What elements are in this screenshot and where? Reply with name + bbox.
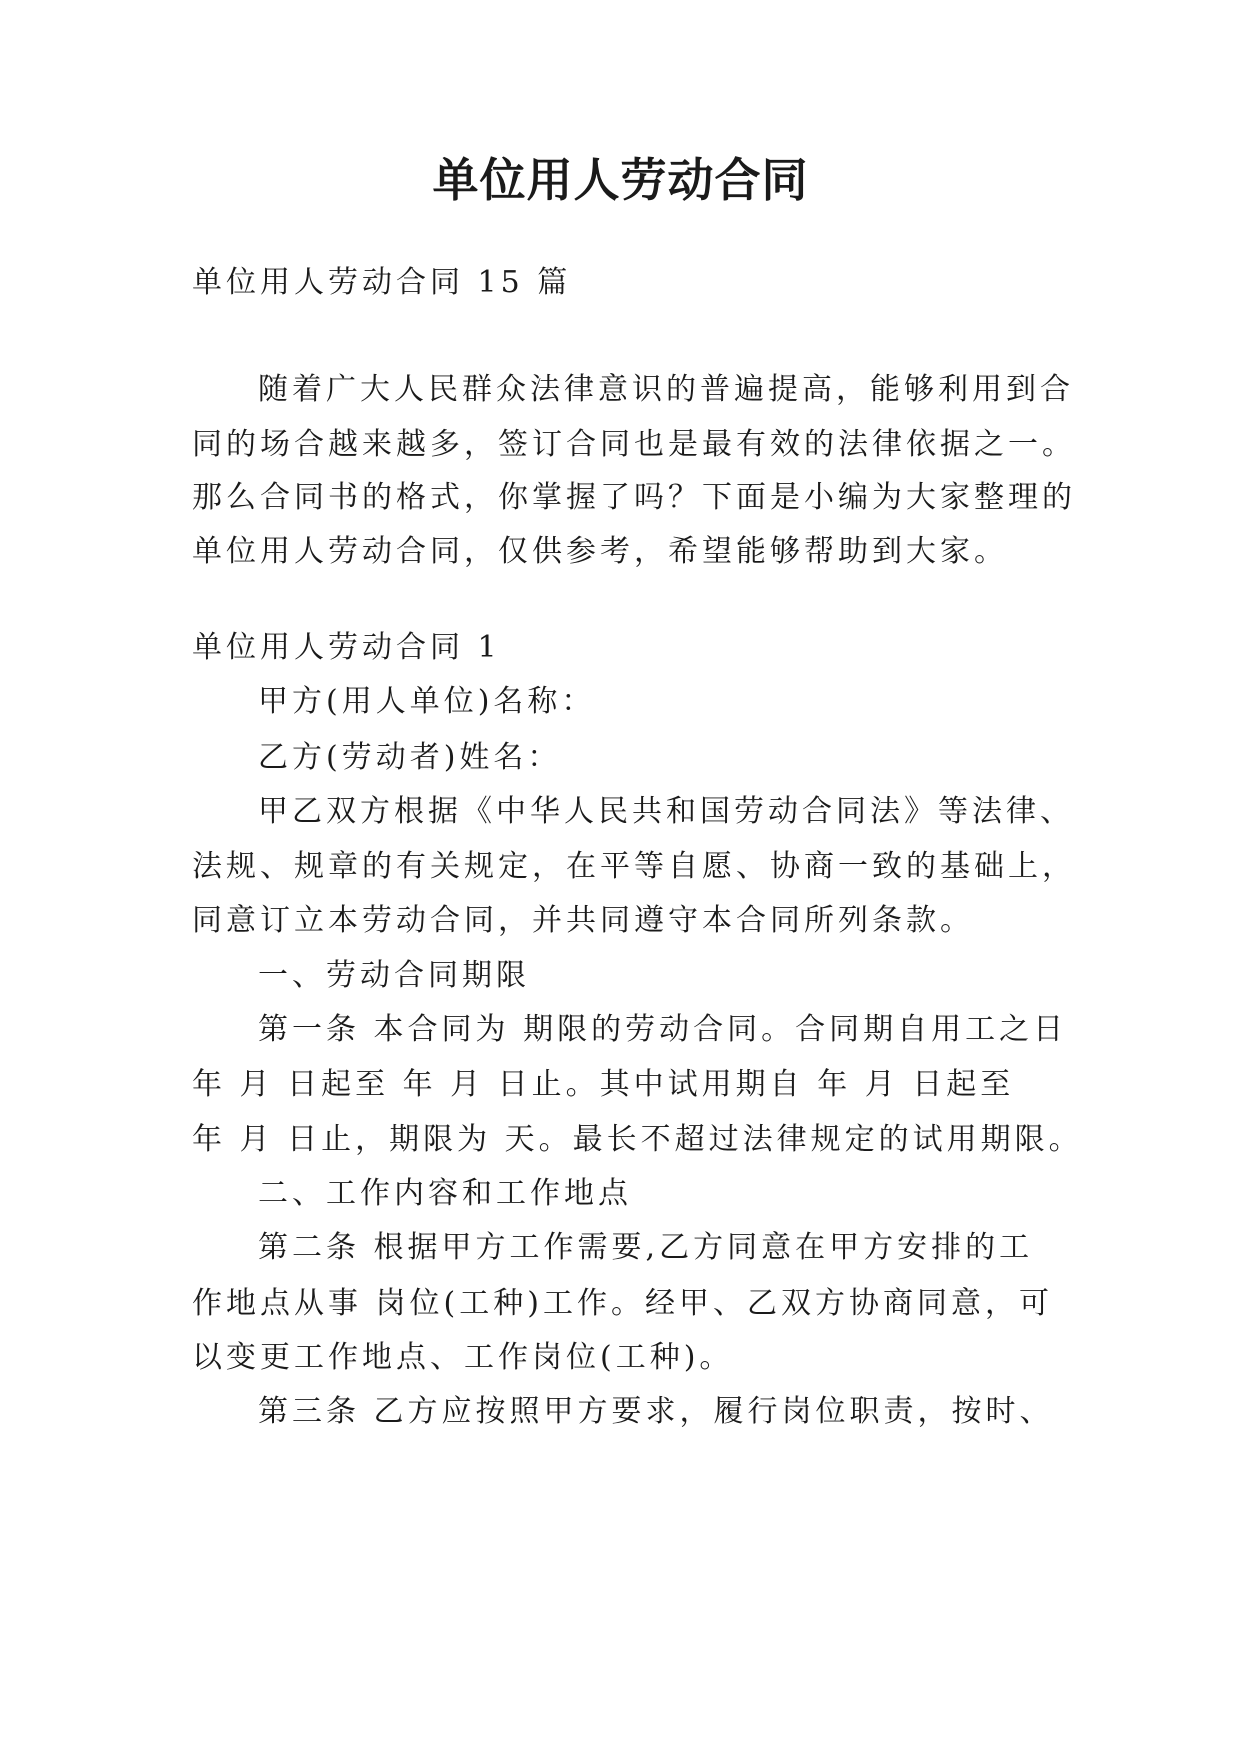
- article-line: 第三条 乙方应按照甲方要求，履行岗位职责，按时、: [258, 1394, 1054, 1429]
- article-line: 第一条 本合同为 期限的劳动合同。合同期自用工之日: [258, 1012, 1068, 1047]
- intro-line: 那么合同书的格式，你掌握了吗？下面是小编为大家整理的: [192, 480, 1076, 515]
- document-title: 单位用人劳动合同: [432, 153, 809, 207]
- section-heading: 单位用人劳动合同 1: [192, 630, 501, 665]
- article-line: 作地点从事 岗位(工种)工作。经甲、乙双方协商同意，可: [192, 1286, 1053, 1321]
- article-line: 以变更工作地点、工作岗位(工种)。: [192, 1340, 734, 1375]
- intro-line: 同的场合越来越多，签订合同也是最有效的法律依据之一。: [192, 427, 1076, 462]
- intro-line: 随着广大人民群众法律意识的普遍提高，能够利用到合: [258, 372, 1074, 407]
- preamble-line: 法规、规章的有关规定，在平等自愿、协商一致的基础上，: [192, 849, 1076, 884]
- party-a-line: 甲方(用人单位)名称：: [258, 684, 596, 719]
- party-b-line: 乙方(劳动者)姓名：: [258, 740, 562, 775]
- article-line: 年 月 日止，期限为 天。最长不超过法律规定的试用期限。: [192, 1122, 1083, 1157]
- document-subtitle: 单位用人劳动合同 15 篇: [192, 265, 572, 300]
- chapter-heading: 二、工作内容和工作地点: [258, 1176, 632, 1211]
- intro-line: 单位用人劳动合同，仅供参考，希望能够帮助到大家。: [192, 534, 1008, 569]
- preamble-line: 甲乙双方根据《中华人民共和国劳动合同法》等法律、: [258, 794, 1074, 829]
- chapter-heading: 一、劳动合同期限: [258, 958, 530, 993]
- article-line: 年 月 日起至 年 月 日止。其中试用期自 年 月 日起至: [192, 1067, 1015, 1102]
- preamble-line: 同意订立本劳动合同，并共同遵守本合同所列条款。: [192, 903, 974, 938]
- article-line: 第二条 根据甲方工作需要,乙方同意在甲方安排的工: [258, 1230, 1034, 1265]
